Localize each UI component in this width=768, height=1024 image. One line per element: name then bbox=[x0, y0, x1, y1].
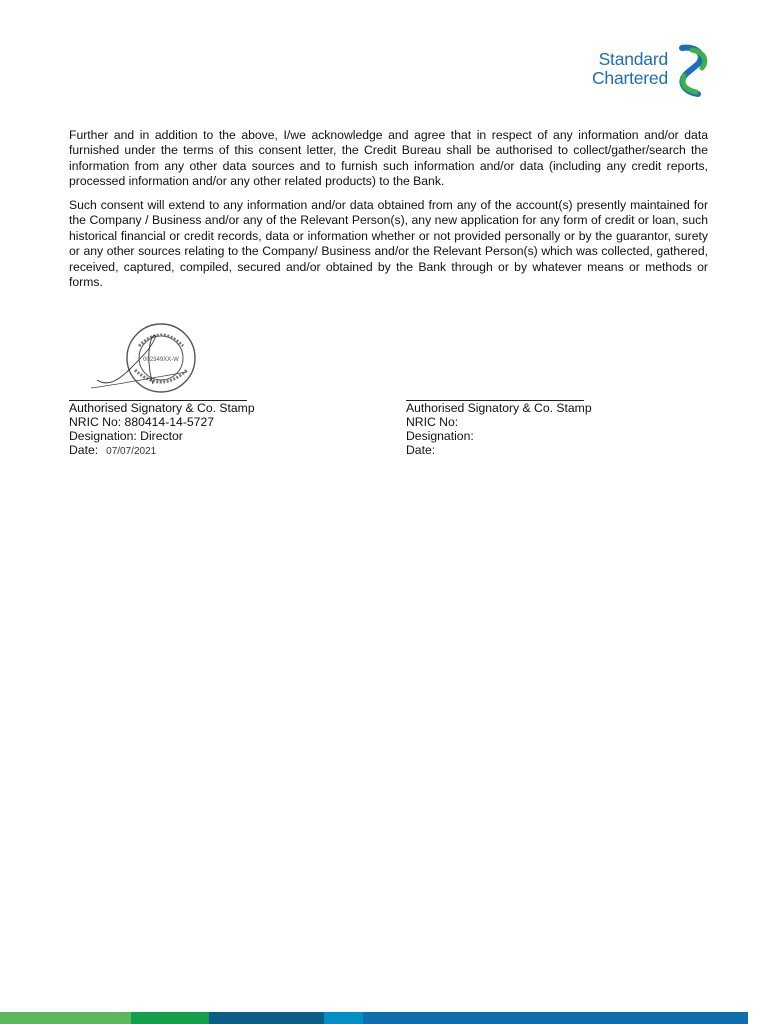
logo-line-1: Standard bbox=[598, 49, 668, 69]
consent-paragraph-2: Such consent will extend to any information and/or data obtained from any of the account(s) presently maintained for the Company / Business and/or any of the Relevant Person(s), any new application for any form of credit or loan, such historical financial or credit records, data or information whether or not provided personally or by the guarantor, surety or any other sources relating to the Company/ Business and/or the Relevant Person(s) which was collected, gathered, received, captured, compiled, secured and/or obtained by the Bank through or by whatever means or methods or forms. bbox=[69, 198, 708, 290]
footer-segment bbox=[131, 1012, 209, 1024]
signature-line bbox=[69, 318, 247, 401]
standard-chartered-logo bbox=[560, 44, 720, 100]
date-label: Date: bbox=[69, 443, 99, 457]
footer-segment bbox=[209, 1012, 324, 1024]
company-stamp-icon bbox=[91, 318, 201, 398]
designation-label: Designation: bbox=[69, 429, 137, 443]
signatory-block-right bbox=[406, 318, 666, 457]
designation-value: Director bbox=[140, 429, 183, 443]
nric-label: NRIC No: bbox=[406, 415, 459, 429]
signatory-title: Authorised Signatory & Co. Stamp bbox=[69, 401, 255, 415]
consent-paragraph-1: Further and in addition to the above, I/we acknowledge and agree that in respect of any information and/or data furnished under the terms of this consent letter, the Credit Bureau shall be authorised to collect/gather/search the information from any other data sources and to furnish such information and/or data (including any credit reports, processed information and/or any other related products) to the Bank. bbox=[69, 128, 708, 189]
nric-value: 880414-14-5727 bbox=[124, 415, 215, 429]
designation-label: Designation: bbox=[406, 429, 474, 443]
date-row bbox=[69, 443, 329, 459]
date-label: Date: bbox=[406, 443, 436, 457]
signatory-block-left bbox=[69, 318, 329, 459]
footer-segment bbox=[0, 1012, 131, 1024]
footer-segment bbox=[363, 1012, 748, 1024]
footer-color-bar bbox=[0, 1012, 748, 1024]
date-value: 07/07/2021 bbox=[106, 446, 157, 457]
signatory-title: Authorised Signatory & Co. Stamp bbox=[406, 401, 592, 415]
logo-line-2: Chartered bbox=[591, 68, 668, 88]
footer-segment bbox=[324, 1012, 363, 1024]
nric-label: NRIC No: bbox=[69, 415, 122, 429]
stamp-reg-no: 002349XX-W bbox=[143, 357, 179, 363]
nric-row bbox=[69, 415, 329, 429]
logo-mark-icon bbox=[674, 44, 714, 98]
designation-row bbox=[69, 429, 329, 443]
signature-line bbox=[406, 318, 584, 401]
logo-wordmark bbox=[592, 50, 668, 88]
